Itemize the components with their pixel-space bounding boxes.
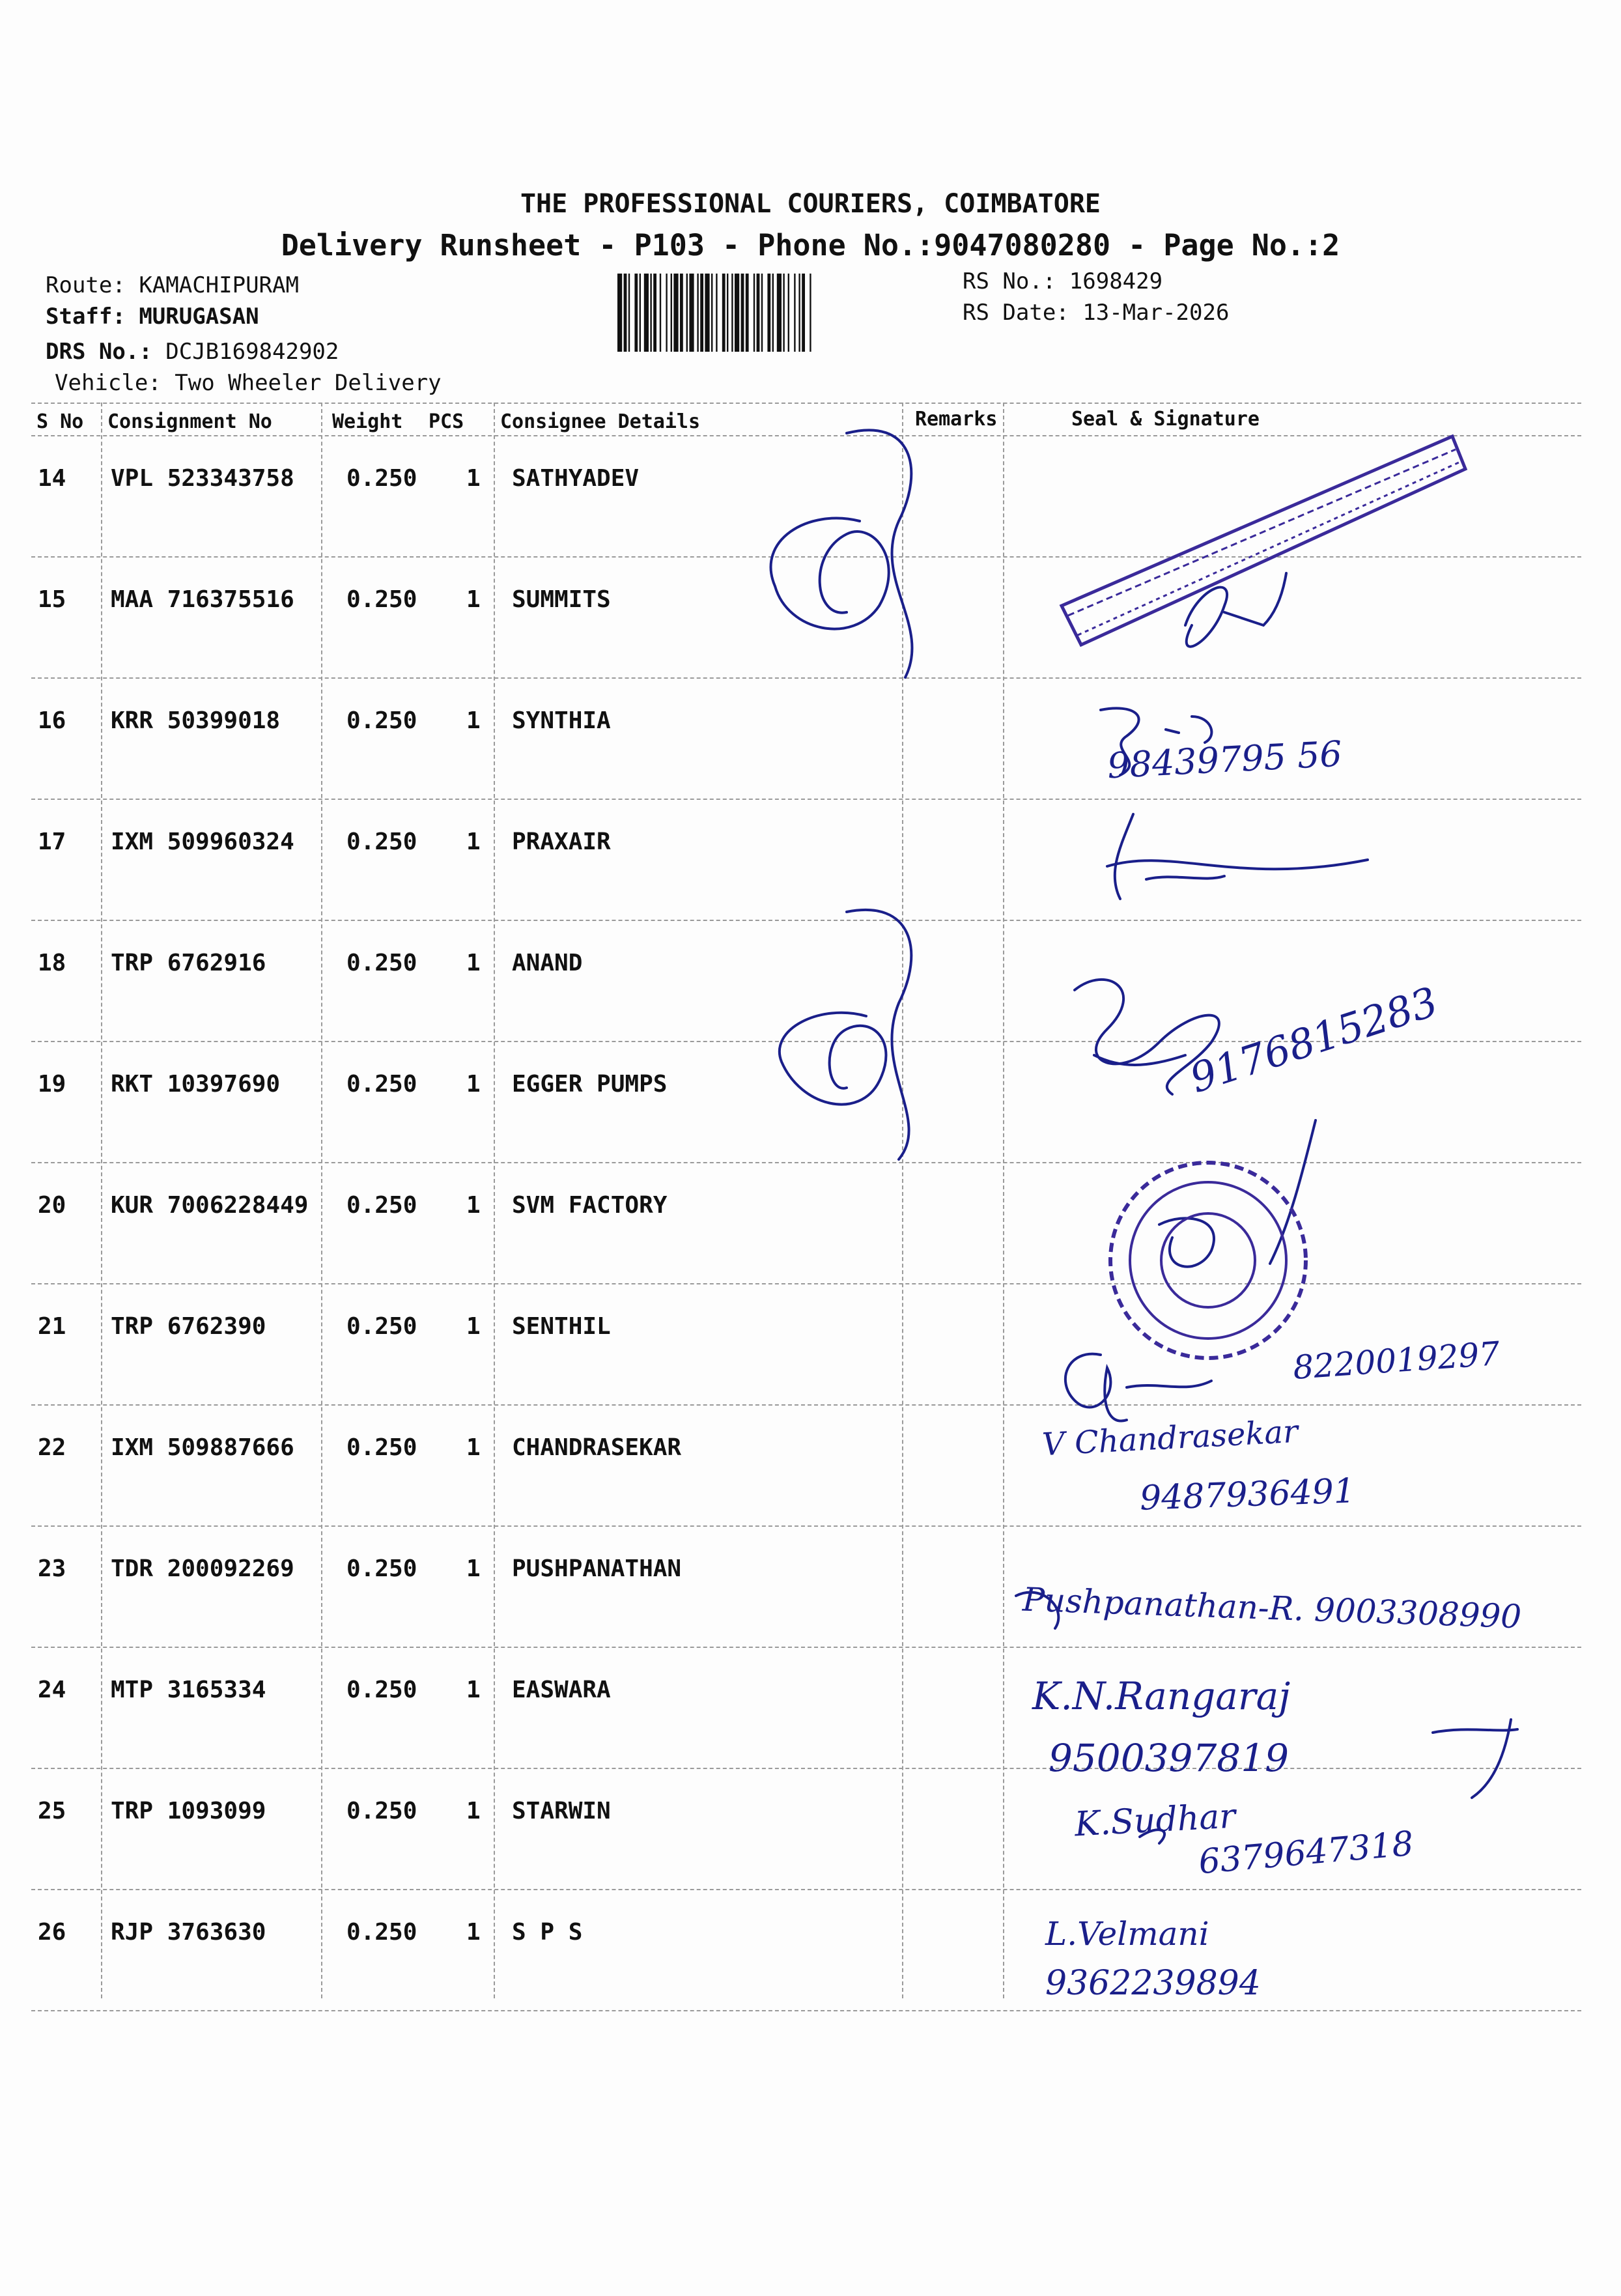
col-header-weight: Weight xyxy=(332,410,403,433)
col-header-pcs: PCS xyxy=(429,410,464,433)
col-header-signature: Seal & Signature xyxy=(1071,408,1260,431)
handwritten-phone-16: 98439795 56 xyxy=(1106,733,1344,787)
handwritten-phone-26: 9362239894 xyxy=(1045,1964,1261,2003)
handwritten-name-22: V Chandrasekar xyxy=(1041,1413,1299,1464)
vehicle-value: Two Wheeler Delivery xyxy=(175,370,442,396)
runsheet-subtitle: Delivery Runsheet - P103 - Phone No.:9047080280 - Page No.:2 xyxy=(281,228,1340,262)
row-consignment-no: TRP 6762916 xyxy=(111,950,266,976)
row-sno: 18 xyxy=(38,950,66,976)
row-sno: 22 xyxy=(38,1434,66,1461)
row-weight: 0.250 xyxy=(346,950,417,976)
row-pcs: 1 xyxy=(466,1434,481,1461)
row-sno: 19 xyxy=(38,1071,66,1098)
row-consignee: ANAND xyxy=(512,950,583,976)
route-value: KAMACHIPURAM xyxy=(139,272,299,298)
row-weight: 0.250 xyxy=(346,1434,417,1461)
rs-no-label: RS No.: xyxy=(963,268,1056,294)
row-pcs: 1 xyxy=(466,1919,481,1946)
staff-label: Staff: xyxy=(46,304,126,330)
handwritten-phone-24: 9500397819 xyxy=(1049,1736,1290,1780)
row-consignment-no: KUR 7006228449 xyxy=(111,1192,309,1219)
handwritten-name-24: K.N.Rangaraj xyxy=(1032,1674,1291,1718)
row-consignee: SYNTHIA xyxy=(512,707,611,734)
col-header-sno: S No xyxy=(36,410,84,433)
row-consignee: SATHYADEV xyxy=(512,465,640,492)
row-pcs: 1 xyxy=(466,707,481,734)
signature-loop-18 xyxy=(780,910,911,1159)
company-title: THE PROFESSIONAL COURIERS, COIMBATORE xyxy=(520,189,1101,219)
row-weight: 0.250 xyxy=(346,1919,417,1946)
row-consignee: EASWARA xyxy=(512,1677,611,1703)
row-consignee: SUMMITS xyxy=(512,586,611,613)
row-weight: 0.250 xyxy=(346,1677,417,1703)
row-consignee: CHANDRASEKAR xyxy=(512,1434,682,1461)
row-pcs: 1 xyxy=(466,1798,481,1824)
row-sno: 26 xyxy=(38,1919,66,1946)
row-pcs: 1 xyxy=(466,586,481,613)
handwritten-name-26: L.Velmani xyxy=(1045,1915,1209,1953)
row-consignee: PRAXAIR xyxy=(512,829,611,855)
rs-date-value: 13-Mar-2026 xyxy=(1082,300,1230,326)
row-pcs: 1 xyxy=(466,1071,481,1098)
row-consignment-no: TRP 6762390 xyxy=(111,1313,266,1340)
handwritten-name-25: K.Sudhar xyxy=(1073,1796,1237,1845)
row-consignment-no: IXM 509960324 xyxy=(111,829,294,855)
row-weight: 0.250 xyxy=(346,1313,417,1340)
row-consignment-no: RKT 10397690 xyxy=(111,1071,281,1098)
row-consignment-no: VPL 523343758 xyxy=(111,465,294,492)
row-weight: 0.250 xyxy=(346,465,417,492)
row-pcs: 1 xyxy=(466,950,481,976)
row-weight: 0.250 xyxy=(346,707,417,734)
handwritten-phone-21: 8220019297 xyxy=(1291,1334,1501,1387)
row-consignee: SVM FACTORY xyxy=(512,1192,668,1219)
col-header-consignee: Consignee Details xyxy=(500,410,701,433)
row-consignment-no: MTP 3165334 xyxy=(111,1677,266,1703)
row-sno: 15 xyxy=(38,586,66,613)
drs-value: DCJB169842902 xyxy=(165,339,339,365)
col-header-remarks: Remarks xyxy=(915,408,998,431)
row-sno: 25 xyxy=(38,1798,66,1824)
row-consignee: SENTHIL xyxy=(512,1313,611,1340)
rs-no-value: 1698429 xyxy=(1069,268,1163,294)
row-consignee: EGGER PUMPS xyxy=(512,1071,668,1098)
rs-date-label: RS Date: xyxy=(963,300,1069,326)
row-weight: 0.250 xyxy=(346,1798,417,1824)
row-pcs: 1 xyxy=(466,829,481,855)
row-weight: 0.250 xyxy=(346,1192,417,1219)
drs-label: DRS No.: xyxy=(46,339,152,365)
row-pcs: 1 xyxy=(466,1313,481,1340)
row-consignment-no: TRP 1093099 xyxy=(111,1798,266,1824)
row-consignment-no: IXM 509887666 xyxy=(111,1434,294,1461)
row-sno: 24 xyxy=(38,1677,66,1703)
row-sno: 17 xyxy=(38,829,66,855)
row-weight: 0.250 xyxy=(346,829,417,855)
row-sno: 16 xyxy=(38,707,66,734)
row-consignment-no: MAA 716375516 xyxy=(111,586,294,613)
row-sno: 23 xyxy=(38,1555,66,1582)
row-pcs: 1 xyxy=(466,465,481,492)
vehicle-label: Vehicle: xyxy=(55,370,162,396)
row-sno: 14 xyxy=(38,465,66,492)
row-consignee: STARWIN xyxy=(512,1798,611,1824)
row-weight: 0.250 xyxy=(346,586,417,613)
row-pcs: 1 xyxy=(466,1555,481,1582)
row-sno: 20 xyxy=(38,1192,66,1219)
handwritten-note-23: Pushpanathan-R. 9003308990 xyxy=(1022,1580,1523,1636)
row-weight: 0.250 xyxy=(346,1071,417,1098)
row-consignee: PUSHPANATHAN xyxy=(512,1555,682,1582)
row-sno: 21 xyxy=(38,1313,66,1340)
col-header-consignment: Consignment No xyxy=(107,410,272,433)
staff-value: MURUGASAN xyxy=(139,304,259,330)
handwritten-phone-18: 9176815283 xyxy=(1184,977,1444,1103)
row-consignment-no: TDR 200092269 xyxy=(111,1555,294,1582)
handwritten-phone-22: 9487936491 xyxy=(1139,1471,1356,1518)
row-consignment-no: KRR 50399018 xyxy=(111,707,281,734)
row-pcs: 1 xyxy=(466,1677,481,1703)
row-consignee: S P S xyxy=(512,1919,583,1946)
route-label: Route: xyxy=(46,272,126,298)
handwritten-phone-25: 6379647318 xyxy=(1197,1824,1415,1882)
row-weight: 0.250 xyxy=(346,1555,417,1582)
company-seal-diagonal xyxy=(1062,436,1465,645)
row-pcs: 1 xyxy=(466,1192,481,1219)
row-consignment-no: RJP 3763630 xyxy=(111,1919,266,1946)
signature-loop-14 xyxy=(771,430,912,677)
company-seal-round xyxy=(1110,1163,1306,1358)
